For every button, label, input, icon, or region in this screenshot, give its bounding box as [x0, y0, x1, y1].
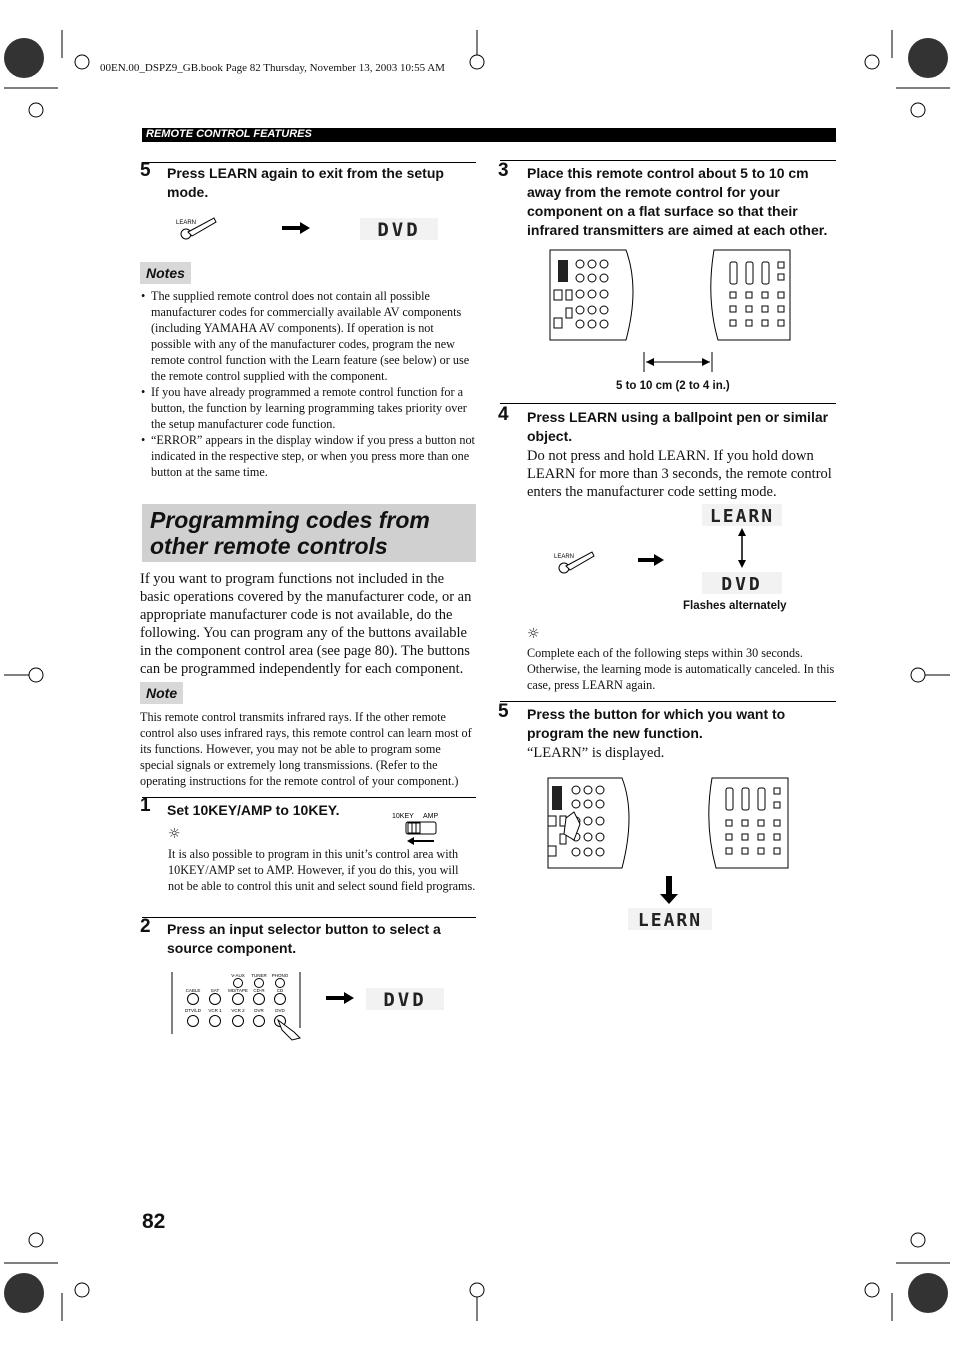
book-metadata-line: 00EN.00_DSPZ9_GB.book Page 82 Thursday, November 13, 2003 10:55 AM — [100, 62, 445, 74]
display-learn-text: LEARN — [637, 910, 703, 931]
page-number: 82 — [142, 1210, 166, 1233]
step-title: Place this remote control about 5 to 10 cm away from the remote control for your component on a flat surface so that their infrared transmitters are aimed at each other. — [527, 165, 828, 238]
selector-label: V-AUX — [231, 973, 245, 978]
switch-label-10key: 10KEY — [392, 813, 414, 820]
selector-label: VCR 1 — [208, 1008, 222, 1013]
section-heading — [142, 504, 476, 562]
header-text: REMOTE CONTROL FEATURES — [146, 128, 312, 140]
step-title: Set 10KEY/AMP to 10KEY. — [167, 802, 340, 818]
tip-icon: ☼ — [168, 826, 181, 842]
selector-label: TUNER — [251, 973, 267, 978]
learn-button-label: LEARN — [176, 220, 197, 226]
step-number: 3 — [498, 160, 509, 181]
section-title: Programming codes from other remote controls — [150, 507, 430, 559]
step-rule — [142, 797, 476, 798]
step-title: Press an input selector button to select a source component. — [167, 921, 441, 956]
note-paragraph: This remote control transmits infrared rays. If the other remote control also uses infrared rays, this remote control can learn most of its functions. However, you may not be able to program some special signals or extremely long transmissions. (Refer to the operating instructions for the remote control of your component.) — [140, 710, 472, 788]
step4-body: Do not press and hold LEARN. If you hold down LEARN for more than 3 seconds, the remote control enters the manufacturer code setting mode. — [527, 448, 832, 500]
selector-label: DVD — [275, 1008, 285, 1013]
selector-label: CD — [276, 988, 284, 993]
arrow-right-icon — [326, 992, 354, 1004]
notes-list — [141, 288, 475, 480]
display-learn-text: LEARN — [709, 506, 775, 527]
learn-exit-illustration — [170, 210, 460, 246]
step-title: Press the button for which you want to program the new function. — [527, 706, 786, 741]
program-button-illustration — [544, 774, 794, 934]
note-item: • If you have already programmed a remote control function for a button, the function by learning programming takes priority over the setup manufacturer code function. — [141, 384, 475, 432]
learn-button-label: LEARN — [554, 554, 575, 560]
step5b-body: “LEARN” is displayed. — [527, 745, 665, 761]
running-header — [142, 128, 836, 142]
step-number: 4 — [498, 404, 509, 425]
step-rule — [500, 701, 836, 702]
10key-amp-switch — [390, 810, 460, 850]
selector-label: DTV/LD — [184, 1008, 202, 1013]
note-item: • “ERROR” appears in the display window if you press a button not indicated in the respective step, or when you press more than one button at the same time. — [141, 432, 475, 480]
distance-caption: 5 to 10 cm (2 to 4 in.) — [616, 380, 730, 392]
display-dvd-text: DVD — [377, 219, 421, 241]
step-title: Press LEARN using a ballpoint pen or similar object. — [527, 409, 829, 444]
selector-label: CD-R — [253, 988, 265, 993]
step-rule — [142, 162, 476, 163]
intro-paragraph: If you want to program functions not included in the basic operations covered by the manufacturer code, or an appropriate manufacturer code is not available, do the following. You can program any of the buttons available in the component control area (see page 80). The buttons can be programmed independently for each component. — [140, 571, 472, 677]
tip-icon: ☼ — [527, 626, 540, 642]
step-rule — [500, 160, 836, 161]
step-number: 1 — [140, 795, 151, 816]
arrow-left-icon — [407, 837, 434, 845]
display-dvd-text: DVD — [721, 574, 763, 595]
arrow-right-icon — [638, 554, 664, 566]
selector-label: DVR — [254, 1008, 264, 1013]
note-label: Note — [140, 682, 183, 704]
pointing-hand-icon — [278, 1020, 300, 1040]
selector-label: SAT — [210, 988, 220, 993]
arrow-down-icon — [660, 894, 678, 904]
step-title: Press LEARN again to exit from the setup mode. — [167, 165, 444, 200]
note-item: • The supplied remote control does not contain all possible manufacturer codes for commercially available AV components (including YAMAHA AV components). If operation is not possible with any of the manufacturer codes, program the new remote control function with the Learn feature (see below) or use the remote control supplied with the component. — [141, 288, 475, 384]
display-dvd-text: DVD — [383, 989, 427, 1011]
arrow-right-icon — [282, 222, 310, 234]
step-number: 2 — [140, 916, 151, 937]
step-rule — [142, 917, 476, 918]
flash-caption: Flashes alternately — [683, 600, 787, 612]
display-dvd-icon — [360, 218, 438, 241]
learn-flash-illustration — [548, 502, 788, 596]
selector-label: PHONO — [271, 973, 289, 978]
selector-label: CABLE — [185, 988, 201, 993]
step-number: 5 — [498, 701, 509, 722]
selector-label: MD/TAPE — [228, 988, 248, 993]
step1-tip: It is also possible to program in this unit’s control area with 10KEY/AMP set to AMP. However, if you do this, you will not be able to control this unit and select sound field programs. — [168, 847, 476, 893]
step-rule — [500, 403, 836, 404]
input-selector-illustration — [170, 968, 460, 1042]
remote-placement-illustration — [546, 248, 796, 372]
notes-label: Notes — [140, 262, 191, 284]
switch-label-amp: AMP — [423, 813, 439, 820]
step-number: 5 — [140, 160, 151, 181]
step4-tip: Complete each of the following steps within 30 seconds. Otherwise, the learning mode is automatically canceled. In this case, press LEARN again. — [527, 646, 835, 692]
selector-label: VCR 2 — [231, 1008, 245, 1013]
